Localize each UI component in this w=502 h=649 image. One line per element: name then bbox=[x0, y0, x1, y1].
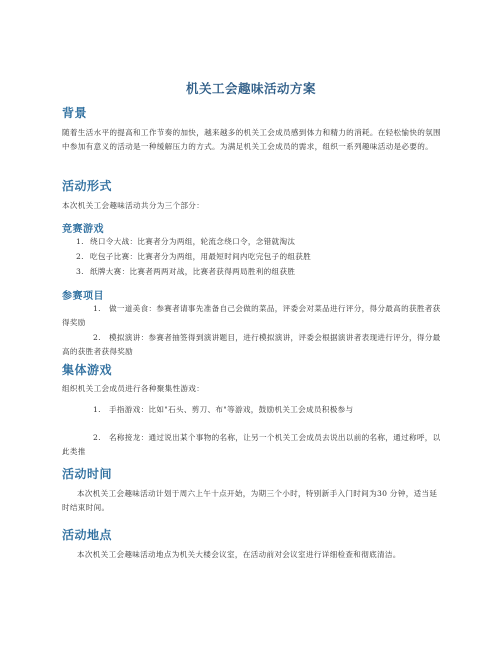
list-number: 2. bbox=[93, 433, 101, 442]
list-text: 绕口令大战：比赛者分为两组，轮流念绕口令，念错就淘汰 bbox=[90, 237, 296, 246]
list-text: 纸牌大赛：比赛者两两对战，比赛者获得两局胜利的组获胜 bbox=[90, 267, 296, 276]
list-number: 1. bbox=[76, 237, 84, 246]
list-number: 1. bbox=[93, 304, 101, 313]
paragraph-group: 组织机关工会成员进行各种聚集性游戏： bbox=[62, 384, 205, 393]
heading-competition: 竞赛游戏 bbox=[62, 224, 104, 235]
list-text: 做一道美食：参赛者请事先准备自己会做的菜品，评委会对菜品进行评分，得分最高的获胜者获得奖励 bbox=[62, 304, 441, 327]
list-item bbox=[62, 265, 442, 279]
list-item bbox=[62, 250, 442, 264]
heading-location: 活动地点 bbox=[62, 528, 113, 542]
paragraph-location: 本次机关工会趣味活动地点为机关大楼会议室，在活动前对会议室进行详细检查和彻底清洁。 bbox=[77, 550, 401, 559]
heading-time: 活动时间 bbox=[62, 467, 113, 481]
list-item bbox=[62, 431, 442, 459]
heading-background: 背景 bbox=[62, 106, 88, 120]
list-text: 手指游戏：比如"石头、剪刀、布"等游戏，鼓励机关工会成员积极参与 bbox=[109, 405, 354, 414]
list-item bbox=[62, 403, 442, 417]
heading-events: 参赛项目 bbox=[62, 291, 104, 302]
heading-group: 集体游戏 bbox=[62, 363, 113, 377]
list-text: 名称接龙：通过说出某个事物的名称，让另一个机关工会成员去说出以前的名称，通过称呼，以此类推 bbox=[62, 433, 441, 456]
list-text: 模拟演讲：参赛者抽签得到演讲题目，进行模拟演讲，评委会根据演讲者表现进行评分，得分最高的获胜者获得奖励 bbox=[62, 333, 441, 356]
list-text: 吃包子比赛：比赛者分为两组，用最短时间内吃完包子的组获胜 bbox=[90, 252, 312, 261]
paragraph-time: 本次机关工会趣味活动计划于周六上午十点开始，为期三个小时，特别新手入门时间为30 分钟，适当延时结束时间。 bbox=[62, 489, 438, 512]
heading-format: 活动形式 bbox=[62, 179, 113, 193]
paragraph-background: 随着生活水平的提高和工作节奏的加快，越来越多的机关工会成员感到体力和精力的消耗。在轻松愉快的氛围中参加有意义的活动是一种缓解压力的方式。为满足机关工会成员的需求，组织一系列趣味活动是必要的。 bbox=[62, 128, 441, 151]
list-number: 3. bbox=[76, 267, 84, 276]
list-item bbox=[62, 331, 442, 359]
list-item bbox=[62, 302, 442, 330]
paragraph-format: 本次机关工会趣味活动共分为三个部分： bbox=[62, 201, 205, 210]
list-number: 1. bbox=[93, 405, 101, 414]
list-number: 2. bbox=[76, 252, 84, 261]
list-item bbox=[62, 235, 442, 249]
document-title: 机关工会趣味活动方案 bbox=[185, 81, 316, 96]
list-number: 2. bbox=[93, 333, 101, 342]
